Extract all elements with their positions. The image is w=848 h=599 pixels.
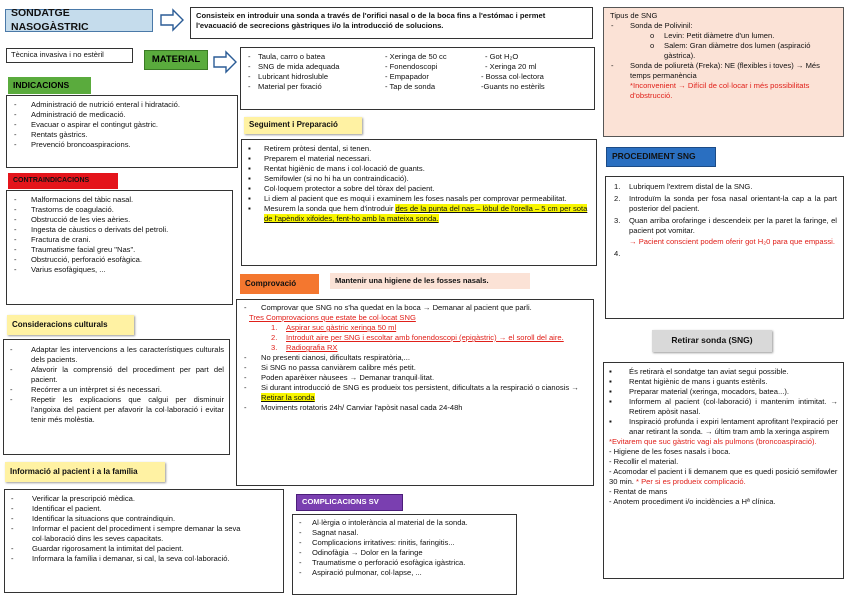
list-item: - Trastorns de coagulació. xyxy=(13,205,226,215)
list-number: 1. xyxy=(614,182,621,191)
measure-highlight: des de la punta del nas – lòbul de l'orella – 5 cm per sota de l'apèndix xifoides, fent-ho amb la mateixa sonda. xyxy=(264,204,588,224)
list-item: - Obstrucció de les vies aèries. xyxy=(13,215,226,225)
remove-list xyxy=(609,367,838,437)
list-item: - Identificar el pacient. xyxy=(10,504,278,514)
cultural-box xyxy=(3,339,230,455)
material-item: - Xeringa 20 ml xyxy=(485,62,537,72)
list-text: Radiografia RX xyxy=(286,343,338,353)
material-item: - Bossa col·lectora xyxy=(481,72,544,82)
list-item xyxy=(612,182,837,192)
types-box xyxy=(603,7,844,137)
list-item: - Guardar rigorosament la intimitat del pacient. xyxy=(10,544,278,554)
list-item: ▪ Preparem el material necessari. xyxy=(248,154,590,164)
preparation-box xyxy=(241,139,597,266)
material-item: - Tap de sonda xyxy=(385,82,436,92)
list-item: - Adaptar les intervencions a les característiques culturals dels pacients. xyxy=(9,345,224,365)
list-item: ▪ Informem al pacient (col·laboració) i mantenim intimitat. → Retirem apòsit nasal. xyxy=(609,397,838,417)
list-text: Introduïm la sonda per fosa nasal orientant-la cap a la part posterior del pacient. xyxy=(629,194,837,214)
list-item: - Administració de nutrició enteral i hidratació. xyxy=(13,100,231,110)
polivinil-text: Sonda de Polivinil: xyxy=(630,21,693,31)
list-number: 3. xyxy=(614,216,621,226)
list-item xyxy=(612,194,837,214)
procedure-box xyxy=(605,176,844,319)
definition-text: Consisteix en introduir una sonda a través de l'orifici nasal o de la boca fins a l'estómac i permet l'evacuació de secrecions gàstriques i/o la introducció de solucions. xyxy=(196,11,546,31)
arrow-right-icon xyxy=(213,50,237,74)
inconvenient-note: *Inconvenient → Difícil de col·locar i més possibilitats d'obstrucció. xyxy=(630,81,810,101)
list-item: - Traumatisme o perforació esofàgica igàstrica. xyxy=(298,558,511,568)
list-item: - Sagnat nasal. xyxy=(298,528,511,538)
list-item: - Traumatisme facial greu "Nas". xyxy=(13,245,226,255)
list-item xyxy=(269,333,587,343)
list-item: - Malformacions del tàbic nasal. xyxy=(13,195,226,205)
list-item: - Informar el pacient del procediment i sempre demanar la seva col·laboració dins les seves capacitats. xyxy=(10,524,278,544)
types-list xyxy=(610,21,837,81)
hygiene-banner: Mantenir una higiene de les fosses nasals. xyxy=(330,273,530,289)
list-text: Salem: Gran diàmetre dos lumen (aspiració gàstrica). xyxy=(664,41,811,61)
cultural-header: Consideracions culturals xyxy=(7,315,134,335)
info-header: Informació al pacient i a la família xyxy=(5,462,165,482)
list-number: 4. xyxy=(614,249,621,259)
list-item: ▪ Inspiració profunda i expiri lentament aprofitant l'expiració per anar retirant la sonda. → últim tram amb la xeringa aspirem xyxy=(609,417,838,437)
list-item: ▪ És retirarà el sondatge tan aviat segui possible. xyxy=(609,367,838,377)
list-item: - Al·lèrgia o intolerància al material de la sonda. xyxy=(298,518,511,528)
list-item: - Administració de medicació. xyxy=(13,110,231,120)
material-col1 xyxy=(247,52,385,92)
remove-end-0: - Rentat de mans xyxy=(609,487,668,497)
contraindications-list xyxy=(13,195,226,275)
list-item: - Fractura de crani. xyxy=(13,235,226,245)
check-list xyxy=(243,353,587,413)
list-item xyxy=(650,41,837,61)
material-item: - Lubricant hidrosluble xyxy=(247,72,385,82)
technique-box xyxy=(6,48,133,63)
list-item: - Afavorir la comprensió del procediment per part del pacient. xyxy=(9,365,224,385)
list-item: ▪ Rentat higiènic de mans i col·locació de guants. xyxy=(248,164,590,174)
bullet-circle-icon: o xyxy=(650,31,655,41)
list-item xyxy=(610,21,837,61)
list-item: - Obstrucció, perforació esofàgica. xyxy=(13,255,226,265)
list-item: - Varius esofàgiques, ... xyxy=(13,265,226,275)
check-box xyxy=(236,299,594,486)
list-item: ▪ Semifowler (si no hi ha un contraindicació). xyxy=(248,174,590,184)
list-text: Aspirar suc gàstric xeringa 50 ml xyxy=(286,323,397,333)
polivinil-sublist xyxy=(650,31,837,61)
complications-list xyxy=(298,518,511,578)
list-item: - Aspiració pulmonar, col·lapse, ... xyxy=(298,568,511,578)
contraindications-box xyxy=(6,190,233,305)
complications-header: COMPLICACIONS SV xyxy=(296,494,403,511)
three-checks-list xyxy=(269,323,587,353)
list-item xyxy=(248,204,590,224)
material-item: - Taula, carro o batea xyxy=(247,52,385,62)
list-item: - Sonda de poliuretà (Freka): NE (flexibles i toves) → Més temps permanència xyxy=(610,61,837,81)
list-text: Introduït aire per SNG i escoltar amb fonendoscopi (epigàstric) → el soroll del aire. xyxy=(286,333,564,343)
remove-box xyxy=(603,362,844,579)
list-item xyxy=(650,31,837,41)
material-item: - SNG de mida adequada xyxy=(247,62,385,72)
material-item: - Got H₂O xyxy=(485,52,519,61)
list-text: Lubriquem l'extrem distal de la SNG. xyxy=(629,182,753,191)
list-item: - Complicacions irritatives: rinitis, faringitis... xyxy=(298,538,511,548)
list-item: - Prevenció broncoaspiracions. xyxy=(13,140,231,150)
info-box xyxy=(4,489,284,593)
procedure-header: PROCEDIMENT SNG xyxy=(606,147,716,167)
list-item: - Repetir les explicacions que calgui per disminuir l'angoixa del pacient per afavorir la col·laboració i evitar tenir més molèstia. xyxy=(9,395,224,425)
check-list-top xyxy=(243,303,587,313)
list-item: - Comprovar que SNG no s'ha quedat en la boca → Demanar al pacient que parli. xyxy=(243,303,587,313)
list-number: 2. xyxy=(614,194,621,204)
list-item: ▪ Rentat higiènic de mans i guants estèrils. xyxy=(609,377,838,387)
material-item: - Xeringa de 50 cc xyxy=(385,52,447,61)
page-title: SONDATGE NASOGÀSTRIC xyxy=(5,9,153,32)
material-item: - Empapador xyxy=(385,72,429,82)
list-number: 3. xyxy=(271,343,278,353)
material-box xyxy=(240,47,595,110)
list-number: 2. xyxy=(271,333,278,343)
persist-highlight: Retirar la sonda xyxy=(261,393,315,403)
list-number: 1. xyxy=(271,323,278,333)
remove-end-1: - Anotem procediment i/o incidències a Hª clínica. xyxy=(609,497,776,507)
list-text: Levin: Petit diàmetre d'un lumen. xyxy=(664,31,775,41)
remove-warning: *Evitarem que suc gàstric vagi als pulmons (broncoaspiració). xyxy=(609,437,817,447)
list-item: - Odinofàgia → Dolor en la faringe xyxy=(298,548,511,558)
contraindications-header: CONTRAINDICACIONS xyxy=(8,173,118,189)
material-header: MATERIAL xyxy=(144,50,208,70)
list-item: - Rentats gàstrics. xyxy=(13,130,231,140)
material-item: - Material per fixació xyxy=(247,82,385,92)
remove-header: Retirar sonda (SNG) xyxy=(652,330,772,352)
list-item: ▪ Col·loquem protector a sobre del tòrax del pacient. xyxy=(248,184,590,194)
remove-after-red: * Per si es produeix complicació. xyxy=(636,477,746,487)
persist-text: Si durant introducció de SNG es produeix tos persistent, dificultats a la respiració o cianosis → xyxy=(261,383,579,393)
three-checks-title: Tres Comprovacions que estate be col·locat SNG xyxy=(249,313,416,323)
list-item: - Evacuar o aspirar el contingut gàstric. xyxy=(13,120,231,130)
procedure-list xyxy=(612,182,837,259)
check-header: Comprovació xyxy=(240,274,319,294)
arrow-right-icon xyxy=(160,8,184,32)
list-item: - Verificar la prescripció mèdica. xyxy=(10,494,278,504)
list-item: - Si SNG no passa canviàrem calibre més petit. xyxy=(243,363,587,373)
list-item: - Ingesta de càustics o derivats del petroli. xyxy=(13,225,226,235)
list-item: - Informara la família i demanar, si cal, la seva col·laboració. xyxy=(10,554,278,564)
material-item: - Fonendoscopi xyxy=(385,62,438,72)
info-list xyxy=(10,494,278,564)
indications-list xyxy=(13,100,231,150)
remove-after-0: - Higiene de les foses nasals i boca. xyxy=(609,447,731,457)
list-item: - Identificar la situacions que contraindiquin. xyxy=(10,514,278,524)
list-item xyxy=(269,323,587,333)
indications-box xyxy=(6,95,238,168)
list-item: ▪ Retirem pròtesi dental, si tenen. xyxy=(248,144,590,154)
list-item: - Moviments rotatoris 24h/ Canviar l'apòsit nasal cada 24-48h xyxy=(243,403,587,413)
definition-box xyxy=(190,7,593,39)
remove-after-text: - Acomodar el pacient i li demanem que es quedi posició semifowler 30 min. xyxy=(609,467,838,487)
preparation-list xyxy=(248,144,590,224)
remove-after-2 xyxy=(609,467,838,487)
list-item xyxy=(612,216,837,247)
types-header: Tipus de SNG xyxy=(610,11,658,20)
remove-after-1: - Recollir el material. xyxy=(609,457,679,467)
list-item: ▪ Preparar material (xeringa, mocadors, batea...). xyxy=(609,387,838,397)
measure-text: Mesurem la sonda que hem d'introduir xyxy=(264,204,396,214)
material-item: -Guants no estèrils xyxy=(481,82,545,92)
material-col2 xyxy=(385,52,481,92)
procedure-note: → Pacient conscient podem oferir got H₂0 para que empassi. xyxy=(629,237,835,247)
list-item xyxy=(243,383,587,403)
list-item: - Poden aparèixer nàusees → Demanar tranquil·litat. xyxy=(243,373,587,383)
list-item: ▪ Li diem al pacient que es moqui i examinem les foses nasals per comprovar permeabilitat. xyxy=(248,194,590,204)
technique-text: Tècnica invasiva i no estèril xyxy=(11,50,104,59)
bullet-circle-icon: o xyxy=(650,41,655,51)
preparation-header: Seguiment i Preparació xyxy=(244,117,362,134)
list-item: - Recórrer a un intèrpret si és necessari. xyxy=(9,385,224,395)
list-text: Quan arriba orofaringe i descendeix per la paret la faringe, el pacient pot vomitar. xyxy=(629,216,837,236)
complications-box xyxy=(292,514,517,595)
material-col3 xyxy=(481,52,581,92)
indications-header: INDICACIONS xyxy=(8,77,91,94)
cultural-list xyxy=(9,345,224,425)
list-item: - No presenti cianosi, dificultats respiratòria,... xyxy=(243,353,587,363)
list-item xyxy=(269,343,587,353)
